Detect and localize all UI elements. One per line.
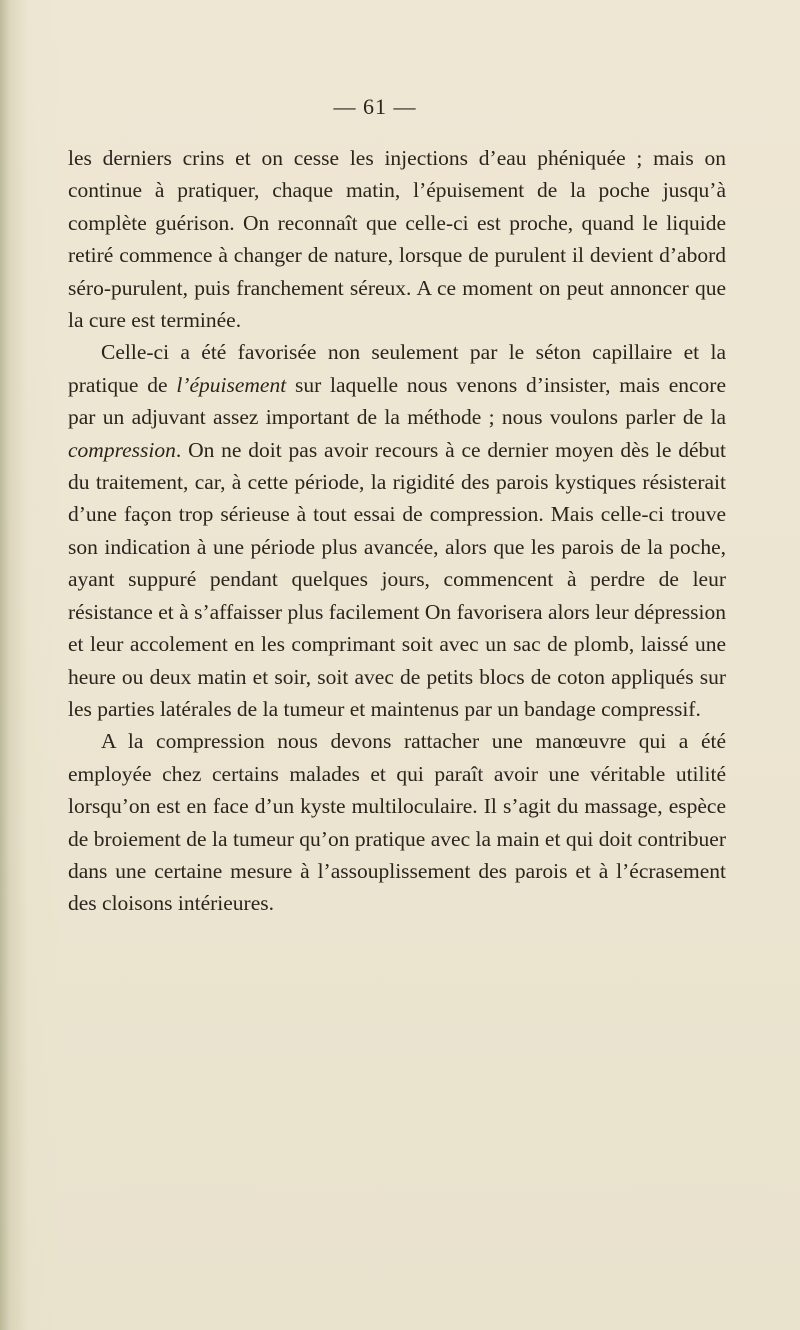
paragraph-2 xyxy=(68,336,726,725)
body-text xyxy=(68,142,726,920)
paragraph-2-text-b: sur laquelle nous venons d’insister, mais encore par un adjuvant assez important de la méthode ; nous voulons parler de la xyxy=(68,372,726,430)
page-number: — 61 — xyxy=(333,94,417,119)
paragraph-2-text-a: Celle-ci a été favorisée non seulement par le séton capillaire et la pratique de xyxy=(68,340,726,397)
paragraph-2-text-c: . On ne doit pas avoir recours à ce dernier moyen dès le début du traitement, car, à cette période, la rigidité des parois kystiques résisterait d’une façon trop sérieuse à tout essai de compression. Mais celle-ci trouve son indication à une période plus avancée, alors que les parois de la poche, ayant suppuré pendant quelques jours, commencent à perdre de leur résistance et à s’affaisser plus facilement On favorisera alors leur dépression et leur accolement en les comprimant soit avec un sac de plomb, laissé une heure ou deux matin et soir, soit avec de petits blocs de coton appliqués sur les parties latérales de la tumeur et maintenus par un bandage compressif. xyxy=(68,437,726,721)
emphasis-epuisement: l’épuisement xyxy=(176,372,287,397)
paragraph-1 xyxy=(68,142,726,336)
emphasis-compression: compression xyxy=(68,437,176,462)
paragraph-1-text: les derniers crins et on cesse les injections d’eau phéniquée ; mais on continue à pratiquer, chaque matin, l’épuisement de la poche jusqu’à complète guérison. On reconnaît que celle-ci est proche, quand le liquide retiré commence à changer de nature, lorsque de purulent il devient d’abord séro-purulent, puis franchement séreux. A ce moment on peut annoncer que la cure est terminée. xyxy=(68,146,726,333)
paragraph-3-text: A la compression nous devons rattacher une manœuvre qui a été employée chez certains malades et qui paraît avoir une véritable utilité lorsqu’on est en face d’un kyste multiloculaire. Il s’agit du massage, espèce de broiement de la tumeur qu’on pratique avec la main et qui doit contribuer dans une certaine mesure à l’assouplissement des parois et à l’écrasement des cloisons intérieures. xyxy=(68,729,726,916)
paragraph-3 xyxy=(68,725,726,919)
